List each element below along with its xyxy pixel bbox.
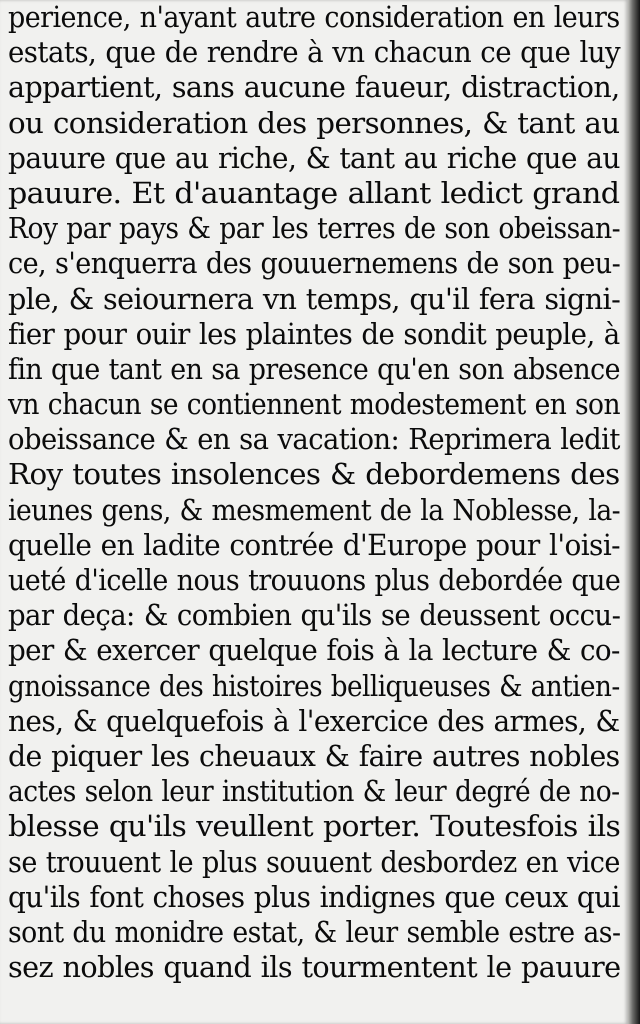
text-line: Roy toutes insolences & debordemens des xyxy=(8,457,620,492)
text-line: per & exercer quelque fois à la lecture & co- xyxy=(8,633,620,668)
text-line: estats, que de rendre à vn chacun ce que luy xyxy=(8,35,621,70)
text-line: obeissance & en sa vacation: Reprimera ledit xyxy=(8,422,620,457)
text-line: actes selon leur institution & leur degré de no- xyxy=(8,774,620,809)
text-line: ou consideration des personnes, & tant au xyxy=(8,105,620,140)
text-line: qu'ils font choses plus indignes que ceux qui xyxy=(8,879,620,914)
text-line: fier pour ouir les plaintes de sondit peuple, à xyxy=(8,316,620,351)
text-line: ce, s'enquerra des gouuernemens de son peu- xyxy=(8,246,621,281)
text-line: sez nobles quand ils tourmentent le pauure xyxy=(8,950,621,985)
text-line: de piquer les cheuaux & faire autres nobles xyxy=(8,738,620,773)
text-line: fin que tant en sa presence qu'en son absence xyxy=(8,351,620,386)
text-line: perience, n'ayant autre consideration en leurs xyxy=(8,0,620,34)
text-line: vn chacun se contiennent modestement en son xyxy=(8,387,620,422)
text-line: gnoissance des histoires belliqueuses & antien- xyxy=(8,668,620,703)
text-line: sont du monidre estat, & leur semble estre as- xyxy=(8,914,621,949)
text-line: ieunes gens, & mesmement de la Noblesse, la- xyxy=(8,492,621,527)
text-line: ple, & seiournera vn temps, qu'il fera signi- xyxy=(8,281,621,316)
text-line: Roy par pays & par les terres de son obeissan- xyxy=(8,211,621,246)
text-line: ueté d'icelle nous trouuons plus debordée que xyxy=(8,563,621,597)
text-line: par deça: & combien qu'ils se deussent occu- xyxy=(8,598,621,633)
page-text xyxy=(8,0,628,985)
text-line: blesse qu'ils veullent porter. Toutesfois ils xyxy=(8,809,621,844)
text-line: appartient, sans aucune faueur, distraction, xyxy=(8,70,620,105)
text-line: se trouuent le plus souuent desbordez en vice xyxy=(8,844,620,879)
text-line: pauure que au riche, & tant au riche que au xyxy=(8,140,620,175)
text-line: pauure. Et d'auantage allant ledict grand xyxy=(8,175,620,210)
text-line: nes, & quelquefois à l'exercice des armes, & xyxy=(8,703,620,738)
text-line: quelle en ladite contrée d'Europe pour l'oisi- xyxy=(8,527,621,562)
page-edge-shadow xyxy=(628,0,640,1024)
